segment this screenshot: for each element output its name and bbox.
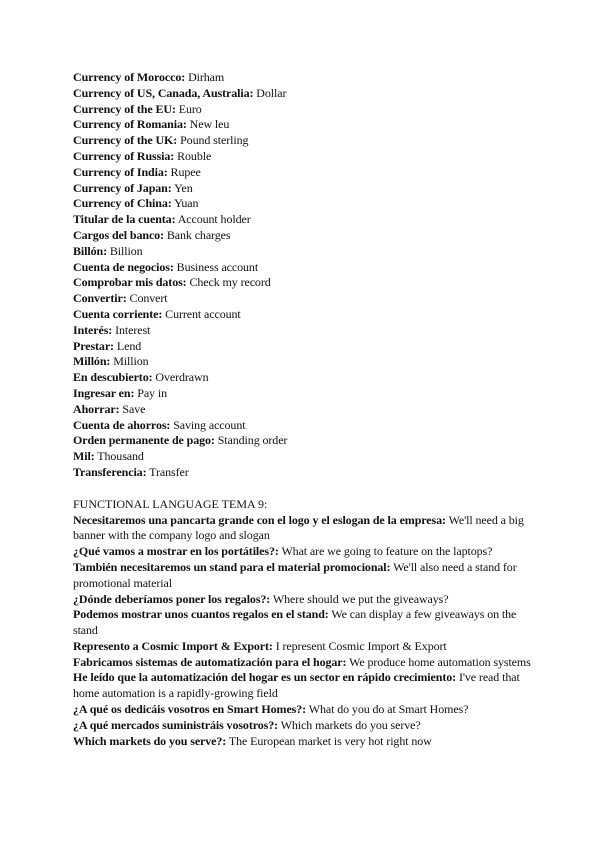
vocabulary-term: Comprobar mis datos:: [73, 275, 187, 290]
vocabulary-entry: [73, 244, 533, 260]
vocabulary-entry: [73, 433, 533, 449]
vocabulary-translation: Business account: [173, 259, 259, 274]
phrase-spanish: ¿Dónde deberíamos poner los regalos?:: [73, 591, 271, 606]
vocabulary-term: Mil:: [73, 449, 95, 464]
vocabulary-entry: [73, 181, 533, 197]
phrase-spanish: ¿A qué mercados suministráis vosotros?:: [73, 717, 278, 732]
vocabulary-entry: [73, 212, 533, 228]
vocabulary-term: Cargos del banco:: [73, 227, 164, 242]
vocabulary-term: Cuenta corriente:: [73, 306, 163, 321]
section-heading: FUNCTIONAL LANGUAGE TEMA 9:: [73, 496, 268, 511]
vocabulary-translation: Save: [119, 401, 146, 416]
phrase-english: I represent Cosmic Import & Export: [272, 638, 447, 653]
vocabulary-translation: Lend: [113, 338, 142, 353]
vocabulary-entry: [73, 386, 533, 402]
phrase-spanish: También necesitaremos un stand para el material promocional:: [73, 559, 391, 574]
phrase-entry: [73, 513, 533, 545]
vocabulary-term: Currency of Romania:: [73, 117, 187, 132]
phrase-entry: [73, 718, 533, 734]
phrase-entry: [73, 607, 533, 639]
phrase-spanish: Necesitaremos una pancarta grande con el logo y el eslogan de la empresa:: [73, 512, 446, 527]
vocabulary-translation: Transfer: [146, 464, 189, 479]
vocabulary-term: Currency of India:: [73, 164, 168, 179]
vocabulary-translation: Thousand: [94, 449, 144, 464]
phrase-english: What do you do at Smart Homes?: [306, 702, 469, 717]
vocabulary-term: En descubierto:: [73, 370, 153, 385]
vocabulary-translation: Euro: [175, 101, 202, 116]
vocabulary-entry: [73, 228, 533, 244]
phrase-spanish: ¿Qué vamos a mostrar en los portátiles?:: [73, 544, 279, 559]
vocabulary-term: Interés:: [73, 322, 113, 337]
phrase-entry: [73, 734, 533, 750]
phrase-english: I've read that home automation is a rapidly-growing field: [73, 670, 520, 701]
vocabulary-term: Ahorrar:: [73, 401, 120, 416]
vocabulary-term: Billón:: [73, 243, 107, 258]
vocabulary-entry: [73, 165, 533, 181]
vocabulary-translation: Check my record: [186, 275, 271, 290]
phrase-spanish: Fabricamos sistemas de automatización para el hogar:: [73, 654, 347, 669]
phrase-entry: [73, 544, 533, 560]
vocabulary-term: Orden permanente de pago:: [73, 433, 215, 448]
vocabulary-translation: Billion: [106, 243, 143, 258]
vocabulary-entry: [73, 70, 533, 86]
vocabulary-translation: Yen: [171, 180, 193, 195]
vocabulary-entry: [73, 449, 533, 465]
phrase-entry: [73, 670, 533, 702]
phrase-entry: [73, 560, 533, 592]
vocabulary-term: Currency of Japan:: [73, 180, 172, 195]
vocabulary-translation: Account holder: [175, 212, 251, 227]
vocabulary-translation: Convert: [126, 291, 168, 306]
vocabulary-translation: Pound sterling: [177, 133, 249, 148]
phrase-entry: [73, 639, 533, 655]
phrase-english: We produce home automation systems: [346, 654, 531, 669]
vocabulary-translation: Bank charges: [163, 227, 231, 242]
vocabulary-entry: [73, 307, 533, 323]
vocabulary-translation: Dirham: [185, 70, 225, 84]
phrase-english: What are we going to feature on the laptops?: [278, 544, 493, 559]
phrase-spanish: ¿A qué os dedicáis vosotros en Smart Homes?:: [73, 702, 307, 717]
vocabulary-translation: Overdrawn: [152, 370, 209, 385]
vocabulary-translation: Rupee: [167, 164, 201, 179]
vocabulary-term: Convertir:: [73, 291, 127, 306]
vocabulary-entry: [73, 402, 533, 418]
vocabulary-entry: [73, 86, 533, 102]
phrase-spanish: Represento a Cosmic Import & Export:: [73, 638, 273, 653]
vocabulary-entry: [73, 418, 533, 434]
vocabulary-entry: [73, 196, 533, 212]
phrase-list: [73, 513, 533, 750]
vocabulary-translation: Million: [110, 354, 149, 369]
vocabulary-entry: [73, 102, 533, 118]
phrase-english: Where should we put the giveaways?: [270, 591, 449, 606]
vocabulary-term: Transferencia:: [73, 464, 147, 479]
vocabulary-translation: Yuan: [171, 196, 199, 211]
vocabulary-term: Millón:: [73, 354, 111, 369]
vocabulary-translation: Standing order: [214, 433, 288, 448]
vocabulary-entry: [73, 275, 533, 291]
phrase-english: We'll also need a stand for promotional material: [73, 559, 517, 590]
vocabulary-translation: Rouble: [174, 148, 212, 163]
vocabulary-term: Currency of the EU:: [73, 101, 176, 116]
vocabulary-entry: [73, 149, 533, 165]
vocabulary-term: Titular de la cuenta:: [73, 212, 176, 227]
vocabulary-translation: Saving account: [170, 417, 246, 432]
vocabulary-translation: Pay in: [134, 385, 167, 400]
vocabulary-entry: [73, 117, 533, 133]
phrase-entry: [73, 702, 533, 718]
vocabulary-entry: [73, 354, 533, 370]
vocabulary-term: Currency of China:: [73, 196, 172, 211]
vocabulary-entry: [73, 323, 533, 339]
vocabulary-term: Currency of US, Canada, Australia:: [73, 85, 254, 100]
vocabulary-entry: [73, 339, 533, 355]
phrase-english: The European market is very hot right now: [226, 733, 432, 748]
phrase-spanish: Podemos mostrar unos cuantos regalos en el stand:: [73, 607, 329, 622]
vocabulary-translation: New leu: [186, 117, 230, 132]
vocabulary-entry: [73, 291, 533, 307]
vocabulary-term: Cuenta de ahorros:: [73, 417, 171, 432]
vocabulary-translation: Interest: [112, 322, 151, 337]
vocabulary-translation: Current account: [162, 306, 241, 321]
vocabulary-list: [73, 70, 533, 481]
phrase-spanish: He leído que la automatización del hogar es un sector en rápido crecimiento:: [73, 670, 457, 685]
vocabulary-term: Currency of Russia:: [73, 148, 175, 163]
phrase-english: Which markets do you serve?: [278, 717, 421, 732]
vocabulary-term: Cuenta de negocios:: [73, 259, 174, 274]
vocabulary-entry: [73, 260, 533, 276]
vocabulary-entry: [73, 133, 533, 149]
vocabulary-translation: Dollar: [253, 85, 287, 100]
phrase-english: We can display a few giveaways on the stand: [73, 607, 517, 638]
phrase-english: We'll need a big banner with the company logo and slogan: [73, 512, 524, 543]
vocabulary-entry: [73, 370, 533, 386]
vocabulary-term: Currency of the UK:: [73, 133, 178, 148]
phrase-entry: [73, 655, 533, 671]
vocabulary-term: Currency of Morocco:: [73, 70, 186, 84]
vocabulary-term: Prestar:: [73, 338, 114, 353]
phrase-entry: [73, 592, 533, 608]
phrase-spanish: Which markets do you serve?:: [73, 733, 227, 748]
document-page: [73, 70, 533, 749]
vocabulary-term: Ingresar en:: [73, 385, 135, 400]
vocabulary-entry: [73, 465, 533, 481]
